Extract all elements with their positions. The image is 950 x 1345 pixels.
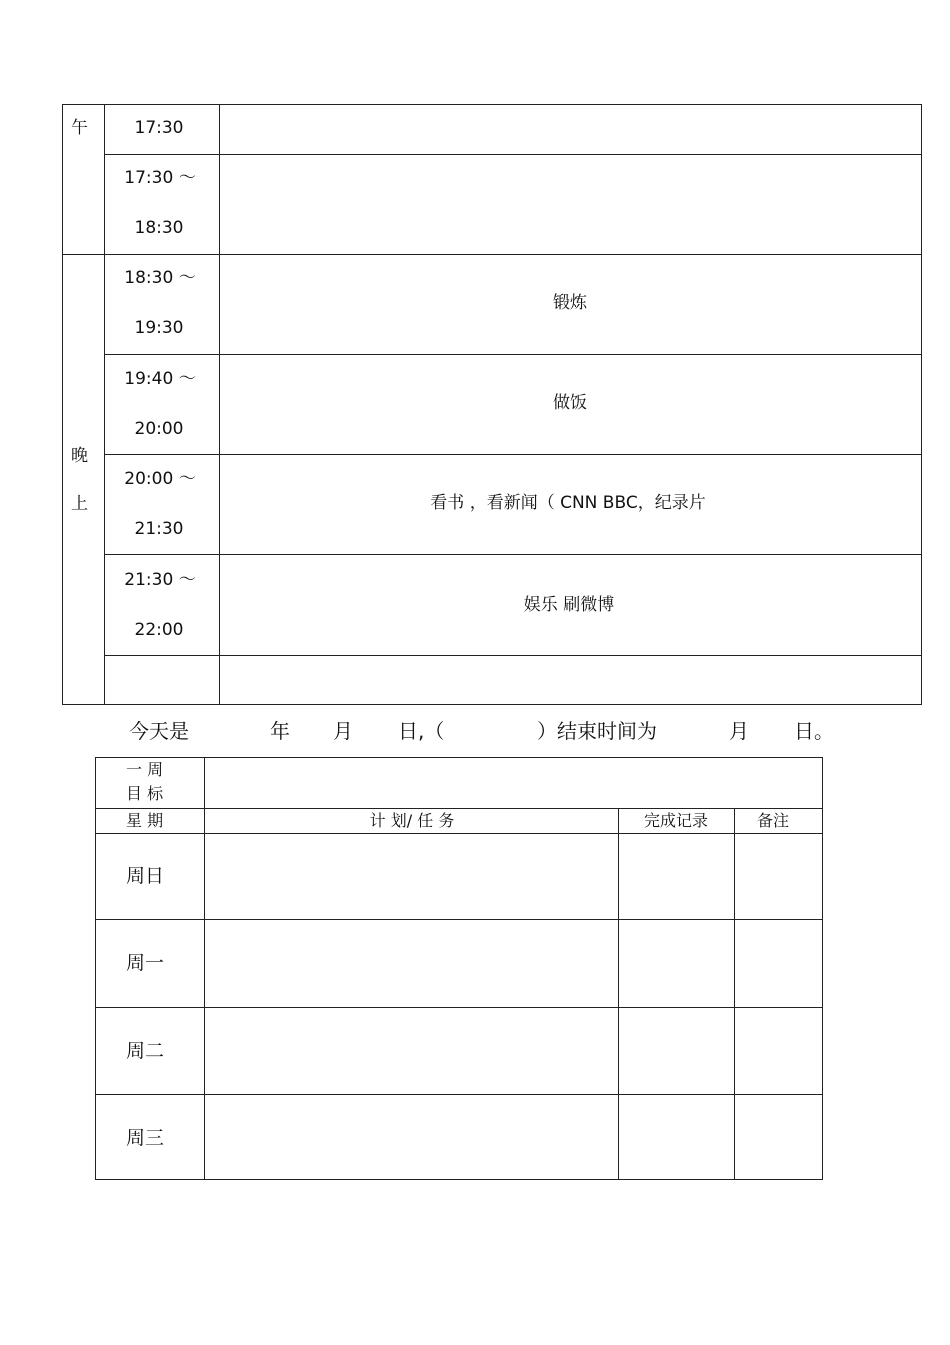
header-plan: 计 划/ 任 务 [369,811,455,830]
time-end: 22:00 [134,620,184,640]
weekday-monday: 周一 [126,952,165,974]
column-divider [618,808,619,1180]
table-border-left [95,757,96,1180]
end-time-label: ）结束时间为 [537,719,657,743]
column-divider [219,104,220,705]
activity-cell: 娱乐 刷微博 [523,595,615,615]
goal-input-cell[interactable] [206,759,821,807]
time-start: 18:30 ～ [124,268,196,288]
row-divider [104,655,922,656]
time-start: 17:30 [134,118,184,138]
table-border-right [822,757,823,1180]
weekday-wednesday: 周三 [126,1127,165,1149]
header-note: 备注 [756,811,790,830]
table-border-bottom [62,704,922,705]
row-divider [104,154,922,155]
today-is-label: 今天是 [129,719,189,743]
weekday-sunday: 周日 [126,865,165,887]
column-divider [734,808,735,1180]
header-weekday: 星 期 [126,811,164,830]
header-record: 完成记录 [643,811,709,830]
column-divider [204,757,205,1180]
year-label: 年 [270,719,290,743]
row-divider [104,454,922,455]
period-divider [62,254,922,255]
time-start: 17:30 ～ [124,168,196,188]
table-border-top [62,104,922,105]
goal-label-line2: 目 标 [126,784,164,803]
time-end: 21:30 [134,519,184,539]
time-start: 21:30 ～ [124,570,196,590]
period-label-evening-1: 晚 [71,446,88,466]
column-divider [104,104,105,705]
time-end: 19:30 [134,318,184,338]
activity-cell: 锻炼 [553,293,587,313]
end-month-label: 月 [729,719,749,743]
period-label-evening-2: 上 [71,494,88,514]
time-start: 19:40 ～ [124,369,196,389]
goal-label-line1: 一 周 [126,760,164,779]
row-divider [104,354,922,355]
time-start: 20:00 ～ [124,469,196,489]
table-border-right [921,104,922,705]
row-divider [104,554,922,555]
period-label-afternoon: 午 [71,118,88,138]
month-label: 月 [333,719,353,743]
time-end: 18:30 [134,218,184,238]
end-day-label: 日。 [794,719,834,743]
day-label: 日,（ [398,719,445,743]
weekday-tuesday: 周二 [126,1040,165,1062]
time-end: 20:00 [134,419,184,439]
activity-cell: 做饭 [553,393,587,413]
table-border-left [62,104,63,705]
activity-cell: 看书 ，看新闻（ CNN BBC，纪录片 [430,493,706,513]
